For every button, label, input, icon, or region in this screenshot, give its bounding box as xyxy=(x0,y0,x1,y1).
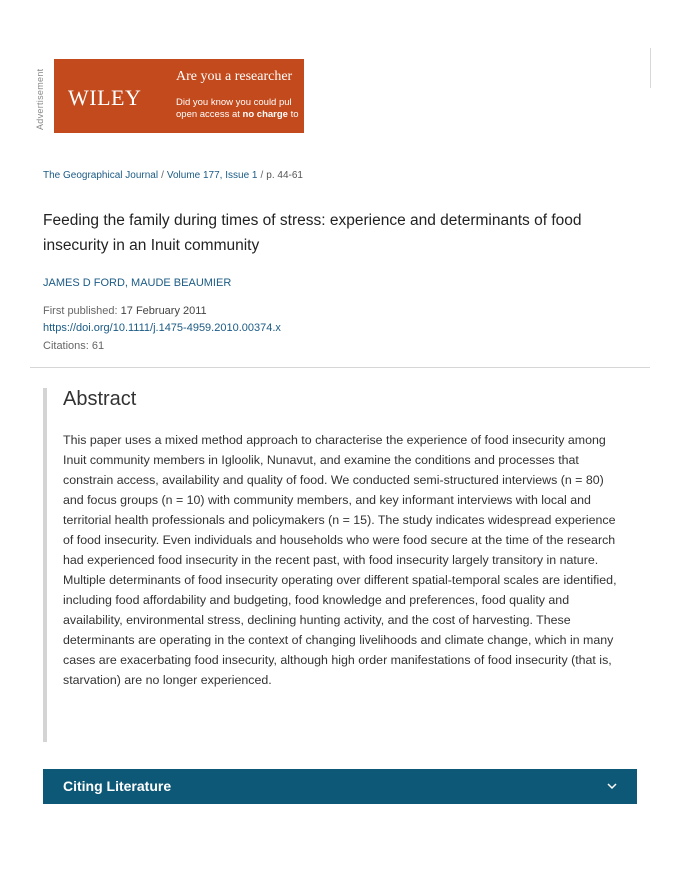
author-link[interactable]: JAMES D FORD xyxy=(43,277,125,289)
ad-body-line1: Did you know you could pul xyxy=(176,97,292,108)
breadcrumb-separator: / xyxy=(161,170,164,181)
breadcrumb-pages: p. 44-61 xyxy=(266,170,303,181)
breadcrumb-journal-link[interactable]: The Geographical Journal xyxy=(43,170,159,181)
first-published xyxy=(43,305,207,317)
breadcrumb xyxy=(43,170,303,181)
ad-body xyxy=(176,97,304,121)
citing-literature-label: Citing Literature xyxy=(63,778,172,794)
citations-count[interactable]: 61 xyxy=(91,340,105,352)
chevron-down-icon xyxy=(607,781,617,791)
citations xyxy=(43,340,104,352)
wiley-logo: WILEY xyxy=(68,85,142,110)
ad-headline: Are you a researcher xyxy=(176,69,293,84)
citations-label: Citations: xyxy=(43,340,89,352)
author-separator: , xyxy=(124,277,132,289)
ad-body-line2-prefix: open access at xyxy=(176,109,243,120)
advertisement-banner[interactable] xyxy=(54,59,304,133)
abstract-heading: Abstract xyxy=(63,388,137,410)
side-divider xyxy=(650,48,651,88)
author-link[interactable]: MAUDE BEAUMIER xyxy=(131,277,232,289)
ad-body-line2-bold: no charge xyxy=(242,109,288,120)
doi xyxy=(43,322,281,334)
first-published-label: First published: xyxy=(43,305,118,317)
abstract-accent-bar xyxy=(43,388,47,742)
breadcrumb-issue-link[interactable]: Volume 177, Issue 1 xyxy=(166,170,258,181)
ad-body-line2-suffix: to xyxy=(287,109,299,120)
first-published-date: 17 February 2011 xyxy=(120,305,207,317)
article-title: Feeding the family during times of stress: experience and determinants of food insecurity in an Inuit community xyxy=(43,212,582,254)
author-list xyxy=(43,277,231,289)
advertisement-label: Advertisement xyxy=(35,68,45,130)
section-divider xyxy=(30,367,650,368)
breadcrumb-separator: / xyxy=(260,170,264,181)
abstract-text: This paper uses a mixed method approach to characterise the experience of food insecurity among Inuit community members in Igloolik, Nunavut, and examine the conditions and processes that constrain access, availability and quality of food. We conducted semi-structured interviews (n = 80) and focus groups (n = 10) with community members, and key informant interviews with local and territorial health professionals and policymakers (n = 15). The study indicates widespread experience of food insecurity. Even individuals and households who were food secure at the time of the research had experienced food insecurity in the recent past, with food insecurity largely transitory in nature. Multiple determinants of food insecurity operating over different spatial-temporal scales are identified, including food affordability and budgeting, food knowledge and preferences, food quality and availability, environmental stress, declining hunting activity, and the cost of harvesting. These determinants are operating in the context of changing livelihoods and climate change, which in many cases are exacerbating food insecurity, although high order manifestations of food insecurity (that is, starvation) are no longer experienced. xyxy=(63,433,617,687)
citing-literature-toggle[interactable] xyxy=(43,769,637,804)
doi-link[interactable]: https://doi.org/10.1111/j.1475-4959.2010.00374.x xyxy=(43,322,281,334)
